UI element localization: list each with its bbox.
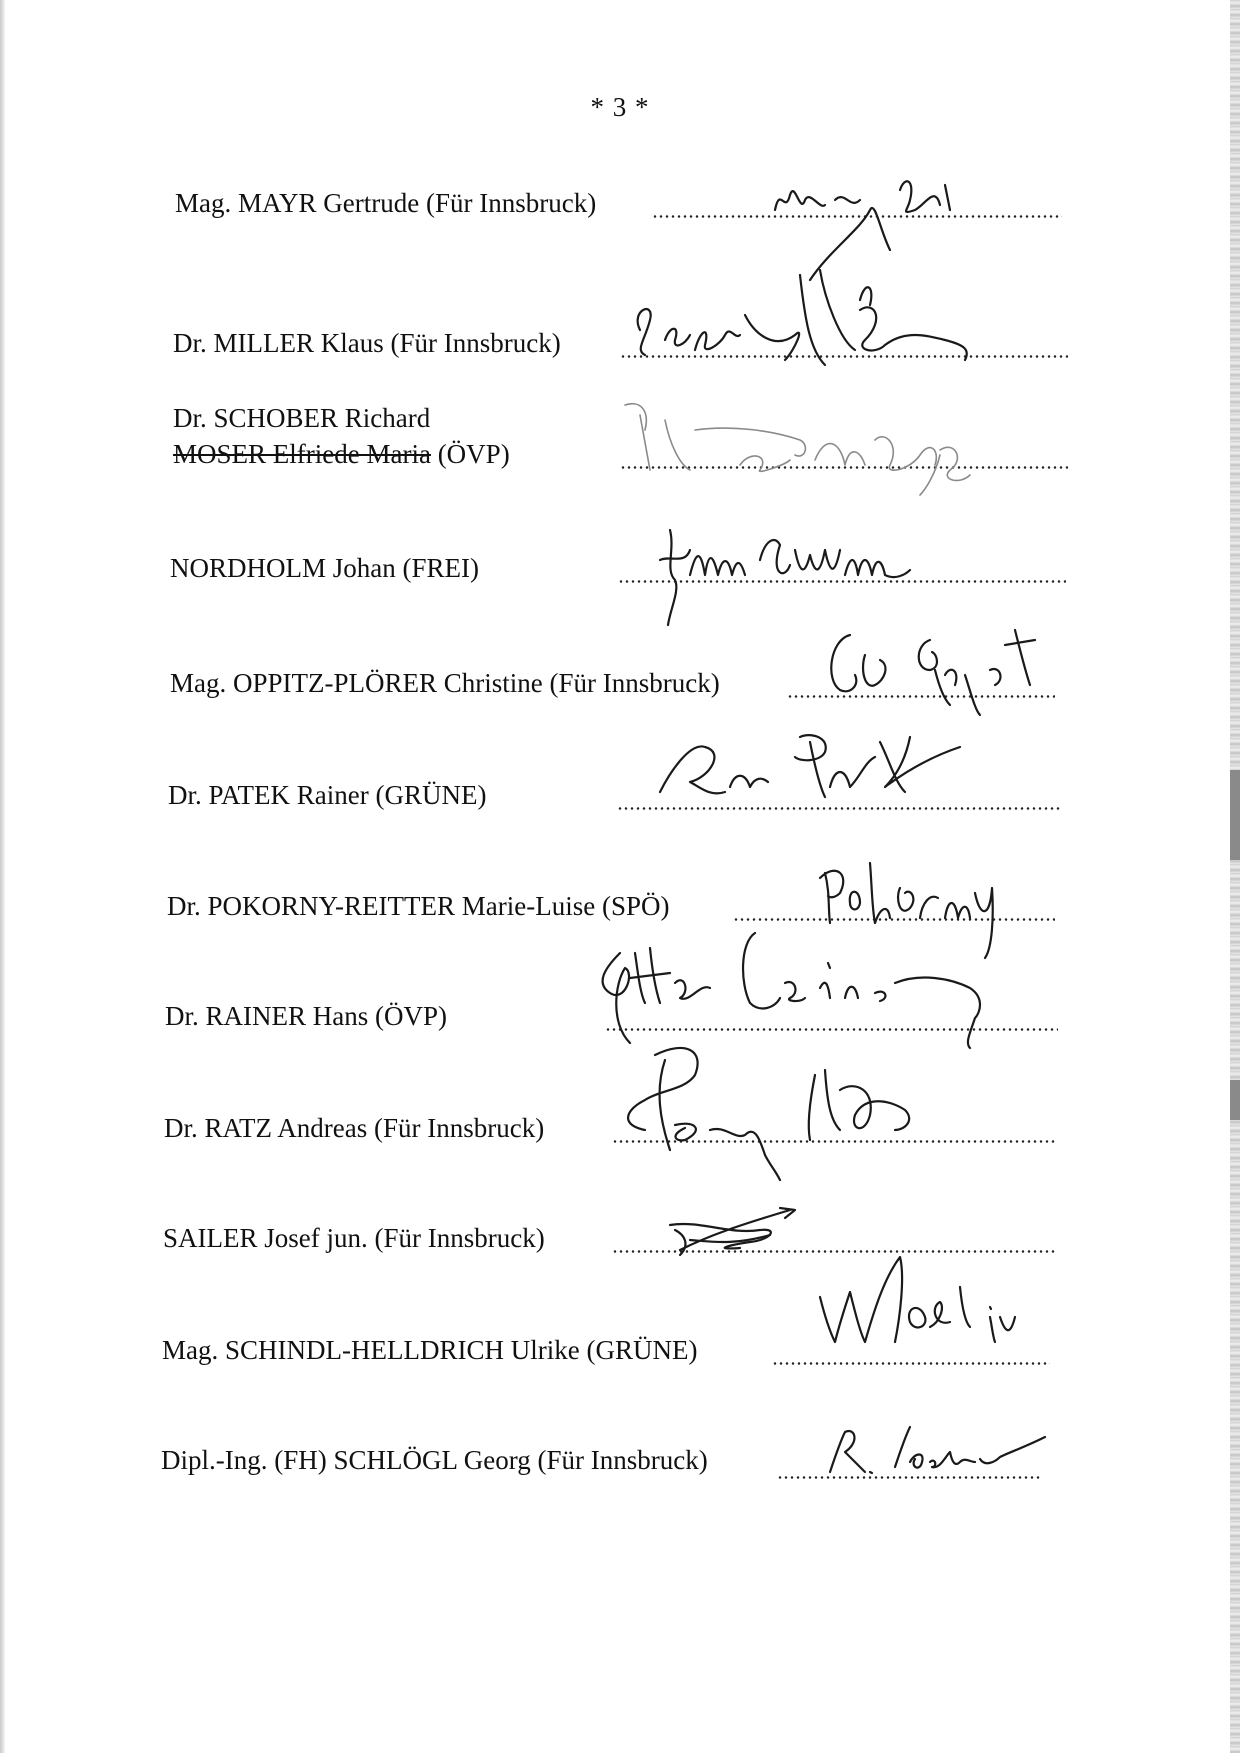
signatory-label <box>161 1442 708 1478</box>
signature-ratz <box>615 1030 1035 1190</box>
signature-nordholm <box>640 520 960 630</box>
signatory-label <box>163 1220 545 1256</box>
signatory-row <box>0 325 1240 385</box>
signatory-party: (Für Innsbruck) <box>374 1223 545 1253</box>
signatory-name: MILLER Klaus <box>213 328 384 358</box>
signatory-party: (SPÖ) <box>601 891 670 921</box>
signatory-title: Mag. <box>175 188 232 218</box>
signature-schindl <box>800 1247 1040 1377</box>
signatory-title: Dr. <box>165 1001 199 1031</box>
signatory-label <box>162 1332 697 1368</box>
struck-name: MOSER Elfriede Maria <box>173 439 431 469</box>
signatory-name: SAILER Josef jun. <box>163 1223 368 1253</box>
signature-schloegl <box>810 1417 1060 1487</box>
signatory-party: (Für Innsbruck) <box>549 668 720 698</box>
signatory-title: Mag. <box>170 668 227 698</box>
signatory-name: SCHOBER Richard <box>213 403 431 433</box>
signatory-title: Mag. <box>162 1335 219 1365</box>
signature-patek <box>650 712 980 822</box>
signatory-row <box>0 1220 1240 1280</box>
signatory-row <box>0 1442 1240 1502</box>
signatory-party: (Für Innsbruck) <box>537 1445 708 1475</box>
signatory-label <box>175 185 596 221</box>
signatory-row <box>0 1332 1240 1392</box>
signatory-row <box>0 1110 1240 1170</box>
signatory-row <box>0 400 1240 490</box>
signatory-party: (GRÜNE) <box>375 780 487 810</box>
signatory-name: OPPITZ-PLÖRER Christine <box>233 668 543 698</box>
signatory-title: Dr. <box>167 891 201 921</box>
signatory-label <box>170 665 720 701</box>
signatory-party: (Für Innsbruck) <box>390 328 561 358</box>
signatory-title: Dr. <box>173 328 207 358</box>
signatory-party: (FREI) <box>402 553 479 583</box>
signatory-title: Dr. <box>164 1113 198 1143</box>
signatory-label <box>165 998 447 1034</box>
signatory-title: Dipl.-Ing. (FH) <box>161 1445 327 1475</box>
page-number: * 3 * <box>590 92 650 122</box>
signatory-name: SCHLÖGL Georg <box>333 1445 531 1475</box>
signatory-label <box>173 325 561 361</box>
signatory-name: RAINER Hans <box>205 1001 369 1031</box>
signatory-party: (ÖVP) <box>437 439 510 469</box>
signatory-name: PATEK Rainer <box>208 780 369 810</box>
signatory-row <box>0 550 1240 610</box>
signature-schober <box>610 395 1010 505</box>
signatory-label <box>168 777 486 813</box>
signatory-title: Dr. <box>168 780 202 810</box>
signatory-label <box>170 550 479 586</box>
signatory-party: (ÖVP) <box>375 1001 447 1031</box>
signature-sailer <box>660 1200 820 1280</box>
signatory-row <box>0 777 1240 837</box>
signatory-name: NORDHOLM Johan <box>170 553 396 583</box>
signatory-party: (Für Innsbruck) <box>373 1113 545 1143</box>
signatory-label <box>167 888 669 924</box>
signatory-label <box>164 1110 544 1146</box>
signatory-label <box>173 400 510 472</box>
signatory-title: Dr. <box>173 403 207 433</box>
signature-miller <box>625 240 1005 400</box>
signatory-name: POKORNY-REITTER Marie-Luise <box>207 891 596 921</box>
signatory-row <box>0 665 1240 725</box>
signatory-row <box>0 185 1240 245</box>
signatory-party: (Für Innsbruck) <box>426 188 597 218</box>
signatory-party: (GRÜNE) <box>586 1335 698 1365</box>
signatory-name: MAYR Gertrude <box>238 188 420 218</box>
signatory-name: SCHINDL-HELLDRICH Ulrike <box>225 1335 580 1365</box>
signatory-name: RATZ Andreas <box>204 1113 368 1143</box>
